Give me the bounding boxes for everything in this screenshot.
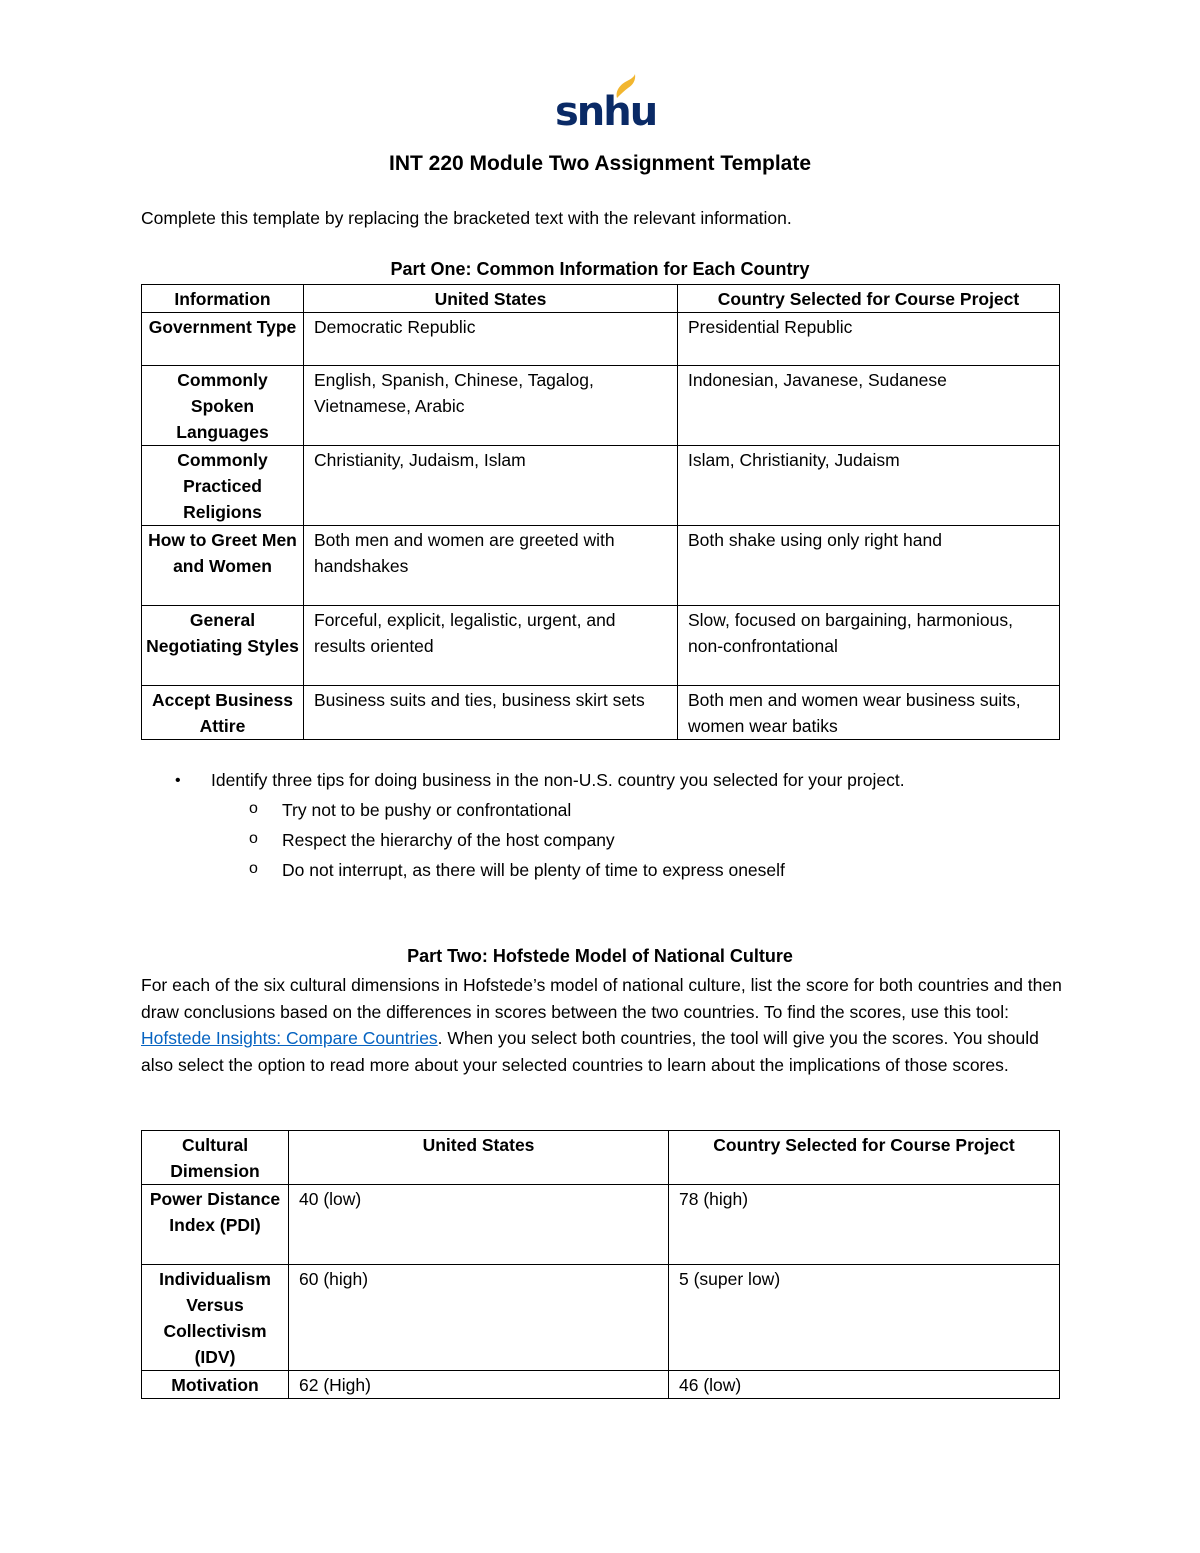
tips-prompt: Identify three tips for doing business in the non-U.S. country you selected for your project. <box>211 770 905 790</box>
paragraph-text: . When you select both countries, the tool will give you the scores. You should also select the option to read more about your selected countries to learn about the implications of those scores. <box>141 1028 1039 1075</box>
part-two-instructions <box>141 972 1066 1078</box>
list-item <box>141 768 1091 798</box>
us-cell[interactable]: Both men and women are greeted with handshakes <box>304 526 678 606</box>
country-cell[interactable]: Slow, focused on bargaining, harmonious, non-confrontational <box>678 606 1060 686</box>
part-one-title: Part One: Common Information for Each Country <box>390 259 810 279</box>
header-selected-country: Country Selected for Course Project <box>669 1131 1060 1185</box>
tip-text[interactable]: Try not to be pushy or confrontational <box>282 800 572 820</box>
list-item <box>141 798 1091 828</box>
country-cell[interactable]: Islam, Christianity, Judaism <box>678 446 1060 526</box>
us-cell[interactable]: 60 (high) <box>289 1265 669 1371</box>
us-cell[interactable]: 62 (High) <box>289 1371 669 1399</box>
table-row <box>142 686 1060 740</box>
table-row <box>142 366 1060 446</box>
row-label: Individualism Versus Collectivism (IDV) <box>142 1265 289 1371</box>
table-header-row <box>142 1131 1060 1185</box>
us-cell[interactable]: Democratic Republic <box>304 313 678 366</box>
snhu-logo <box>555 74 657 135</box>
row-label: Motivation <box>142 1371 289 1399</box>
row-label: General Negotiating Styles <box>142 606 304 686</box>
table-row <box>142 1371 1060 1399</box>
country-cell[interactable]: Both men and women wear business suits, women wear batiks <box>678 686 1060 740</box>
country-cell[interactable]: 78 (high) <box>669 1185 1060 1265</box>
part-one-table <box>141 284 1060 740</box>
table-row <box>142 313 1060 366</box>
table-row <box>142 1265 1060 1371</box>
sub-bullet-icon: o <box>249 830 258 847</box>
us-cell[interactable]: Christianity, Judaism, Islam <box>304 446 678 526</box>
header-united-states: United States <box>289 1131 669 1185</box>
header-cultural-dimension: Cultural Dimension <box>142 1131 289 1185</box>
country-cell[interactable]: Indonesian, Javanese, Sudanese <box>678 366 1060 446</box>
paragraph-text: For each of the six cultural dimensions in Hofstede’s model of national culture, list the score for both countries and then draw conclusions based on the differences in scores between the two countries. To find the scores, use this tool: <box>141 975 1062 1022</box>
row-label: Government Type <box>142 313 304 366</box>
list-item <box>141 858 1091 888</box>
table-header-row <box>142 285 1060 313</box>
country-cell[interactable]: 46 (low) <box>669 1371 1060 1399</box>
instructions-text: Complete this template by replacing the bracketed text with the relevant information. <box>141 208 792 228</box>
row-label: Power Distance Index (PDI) <box>142 1185 289 1265</box>
header-information: Information <box>142 285 304 313</box>
tip-text[interactable]: Respect the hierarchy of the host company <box>282 830 615 850</box>
document-title: INT 220 Module Two Assignment Template <box>389 152 811 175</box>
header-united-states: United States <box>304 285 678 313</box>
us-cell[interactable]: English, Spanish, Chinese, Tagalog, Vietnamese, Arabic <box>304 366 678 446</box>
tip-text[interactable]: Do not interrupt, as there will be plenty of time to express oneself <box>282 860 785 880</box>
list-item <box>141 828 1091 858</box>
sub-bullet-icon: o <box>249 800 258 817</box>
table-row <box>142 606 1060 686</box>
part-two-title: Part Two: Hofstede Model of National Culture <box>407 946 793 966</box>
country-cell[interactable]: Both shake using only right hand <box>678 526 1060 606</box>
logo-text: snhu <box>555 89 657 135</box>
table-row <box>142 526 1060 606</box>
part-two-table <box>141 1130 1060 1399</box>
row-label: Commonly Practiced Religions <box>142 446 304 526</box>
country-cell[interactable]: 5 (super low) <box>669 1265 1060 1371</box>
us-cell[interactable]: 40 (low) <box>289 1185 669 1265</box>
bullet-icon: • <box>175 772 181 789</box>
row-label: How to Greet Men and Women <box>142 526 304 606</box>
sub-bullet-icon: o <box>249 860 258 877</box>
country-cell[interactable]: Presidential Republic <box>678 313 1060 366</box>
table-row <box>142 1185 1060 1265</box>
row-label: Accept Business Attire <box>142 686 304 740</box>
us-cell[interactable]: Business suits and ties, business skirt sets <box>304 686 678 740</box>
row-label: Commonly Spoken Languages <box>142 366 304 446</box>
business-tips-list <box>141 768 1091 888</box>
header-selected-country: Country Selected for Course Project <box>678 285 1060 313</box>
table-row <box>142 446 1060 526</box>
hofstede-compare-link[interactable]: Hofstede Insights: Compare Countries <box>141 1028 438 1048</box>
us-cell[interactable]: Forceful, explicit, legalistic, urgent, and results oriented <box>304 606 678 686</box>
